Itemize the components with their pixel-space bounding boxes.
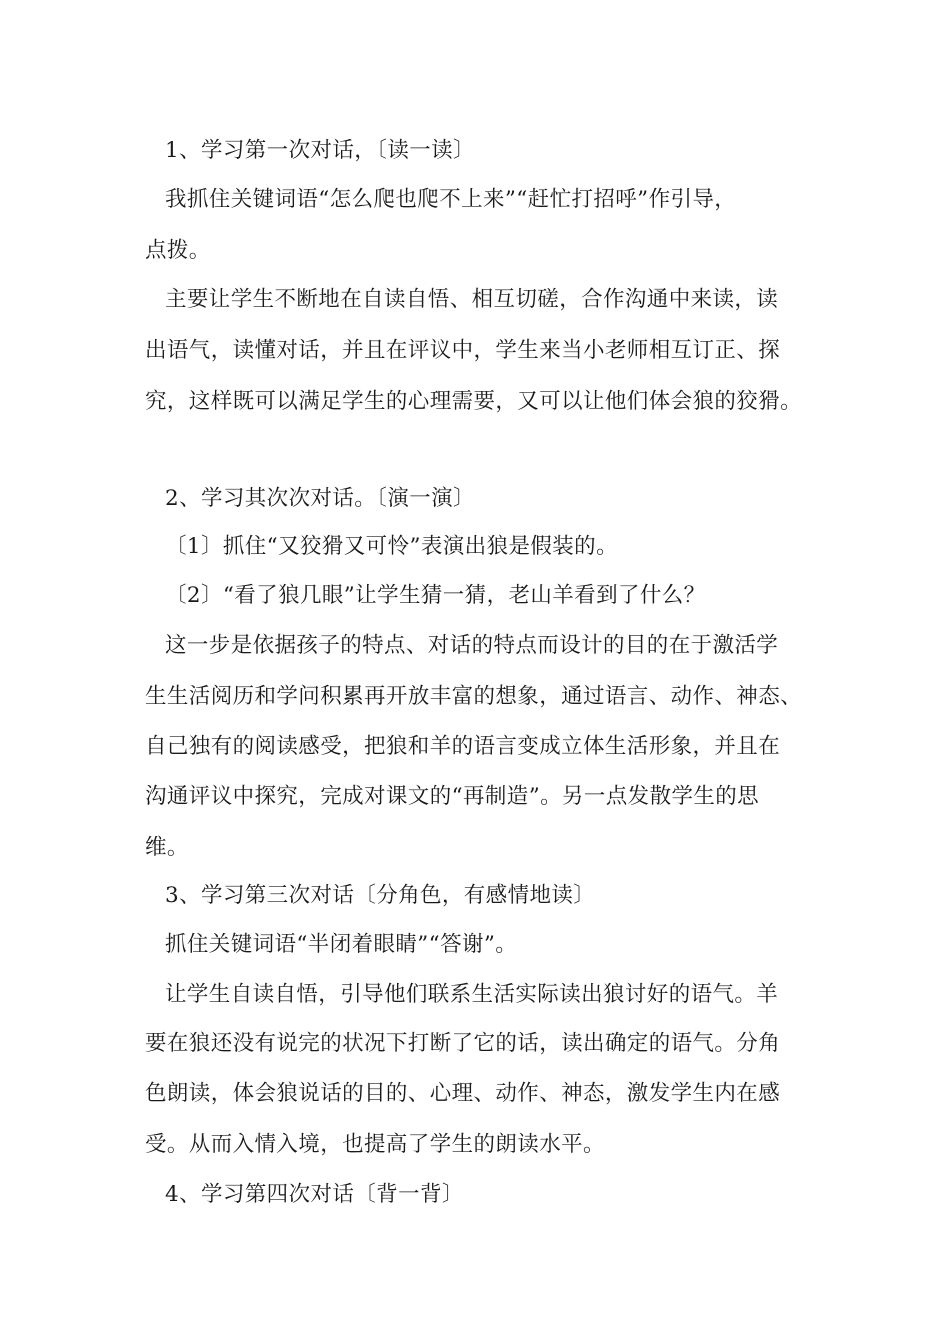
paragraph-line: 这一步是依据孩子的特点、对话的特点而设计的目的在于激活学 xyxy=(165,633,779,658)
paragraph-line: 生生活阅历和学问积累再开放丰富的想象，通过语言、动作、神态、 xyxy=(145,684,803,709)
paragraph-line: 出语气，读懂对话，并且在评议中，学生来当小老师相互订正、探 xyxy=(145,338,781,363)
paragraph-line: 要在狼还没有说完的状况下打断了它的话，读出确定的语气。分角 xyxy=(145,1031,781,1056)
paragraph-line: 〔2〕“看了狼几眼”让学生猜一猜，老山羊看到了什么？ xyxy=(165,583,706,608)
paragraph-line: 我抓住关键词语“怎么爬也爬不上来”“赶忙打招呼”作引导， xyxy=(165,187,737,212)
paragraph-line: 维。 xyxy=(145,835,189,860)
paragraph-line: 让学生自读自悟，引导他们联系生活实际读出狼讨好的语气。羊 xyxy=(165,982,779,1007)
section-heading-2: 2、学习其次次对话。〔演一演〕 xyxy=(165,486,475,511)
paragraph-line: 〔1〕抓住“又狡猾又可怜”表演出狼是假装的。 xyxy=(165,534,618,559)
paragraph-line: 抓住关键词语“半闭着眼睛”“答谢”。 xyxy=(165,932,518,957)
paragraph-line: 主要让学生不断地在自读自悟、相互切磋，合作沟通中来读，读 xyxy=(165,287,779,312)
paragraph-line: 点拨。 xyxy=(145,238,211,263)
section-heading-4: 4、学习第四次对话〔背一背〕 xyxy=(165,1182,464,1207)
paragraph-line: 色朗读，体会狼说话的目的、心理、动作、神态，激发学生内在感 xyxy=(145,1081,781,1106)
paragraph-line: 沟通评议中探究，完成对课文的“再制造”。另一点发散学生的思 xyxy=(145,784,760,809)
paragraph-line: 究，这样既可以满足学生的心理需要，又可以让他们体会狼的狡猾。 xyxy=(145,389,803,414)
paragraph-line: 自己独有的阅读感受，把狼和羊的语言变成立体生活形象，并且在 xyxy=(145,734,781,759)
paragraph-line: 受。从而入情入境，也提高了学生的朗读水平。 xyxy=(145,1132,605,1157)
section-heading-1: 1、学习第一次对话，〔读一读〕 xyxy=(165,138,475,163)
section-heading-3: 3、学习第三次对话〔分角色，有感情地读〕 xyxy=(165,883,596,908)
